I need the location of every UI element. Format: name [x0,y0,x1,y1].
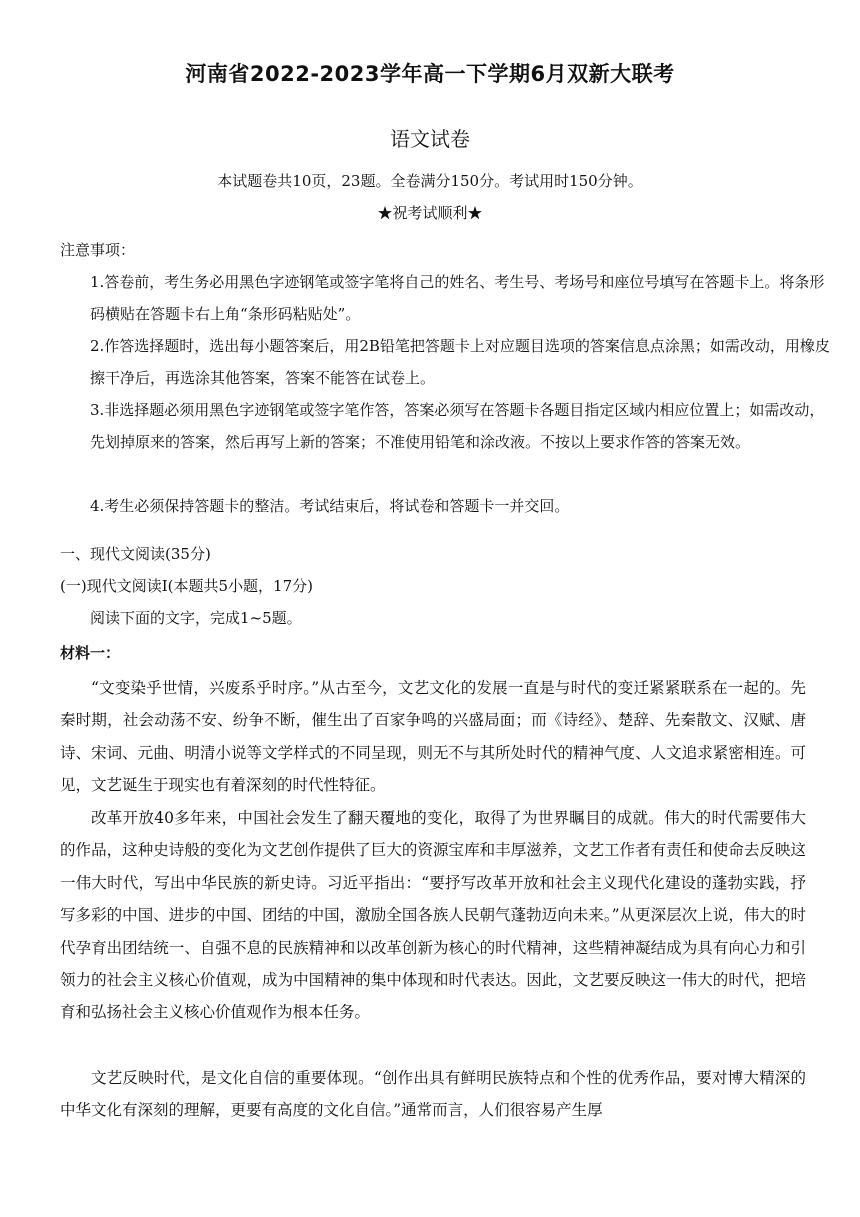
exam-info: 本试题卷共10页，23题。全卷满分150分。考试用时150分钟。 [217,172,643,190]
note-item: 2.作答选择题时，选出每小题答案后，用2B铅笔把答题卡上对应题目选项的答案信息点涂黑；如需改动，用橡皮擦干净后，再选涂其他答案，答案不能答在试卷上。 [90,337,830,387]
material-paragraph: 改革开放40多年来，中国社会发生了翻天覆地的变化，取得了为世界瞩目的成就。伟大的时代需要伟大的作品，这种史诗般的变化为文艺创作提供了巨大的资源宝库和丰厚滋养，文艺工作者有责任和使命去反映这一伟大时代，写出中华民族的新史诗。习近平指出：“要抒写改革开放和社会主义现代化建设的蓬勃实践，抒写多彩的中国、进步的中国、团结的中国，激励全国各族人民朝气蓬勃迈向未来。”从更深层次上说，伟大的时代孕育出团结统一、自强不息的民族精神和以改革创新为核心的时代精神，这些精神凝结成为具有向心力和引领力的社会主义核心价值观，成为中国精神的集中体现和时代表达。因此，文艺要反映这一伟大的时代，把培育和弘扬社会主义核心价值观作为根本任务。 [60,809,806,1022]
section-heading: 一、现代文阅读(35分) [60,545,211,563]
note-item: 3.非选择题必须用黑色字迹钢笔或签字笔作答，答案必须写在答题卡各题目指定区域内相应位置上；如需改动，先划掉原来的答案，然后再写上新的答案；不准使用铅笔和涂改液。不按以上要求作答的答案无效。 [90,401,825,451]
material-paragraph: “文变染乎世情，兴废系乎时序。”从古至今，文艺文化的发展一直是与时代的变迁紧紧联系在一起的。先秦时期，社会动荡不安、纷争不断，催生出了百家争鸣的兴盛局面；而《诗经》、楚辞、先秦散文、汉赋、唐诗、宋词、元曲、明清小说等文学样式的不同呈现，则无不与其所处时代的精神气度、人文追求紧密相连。可见，文艺诞生于现实也有着深刻的时代性特征。 [60,679,806,795]
note-item: 1.答卷前，考生务必用黑色字迹钢笔或签字笔将自己的姓名、考生号、考场号和座位号填写在答题卡上。将条形码横贴在答题卡右上角“条形码粘贴处”。 [90,273,825,323]
note-item: 4.考生必须保持答题卡的整洁。考试结束后，将试卷和答题卡一并交回。 [90,497,570,515]
good-luck-line: ★祝考试顺利★ [377,204,483,222]
notes-heading: 注意事项： [60,241,136,259]
material-heading: 材料一： [60,644,121,662]
subsection-heading: (一)现代文阅读Ⅰ(本题共5小题，17分) [60,577,313,595]
reading-instruction: 阅读下面的文字，完成1~5题。 [90,609,302,627]
exam-subtitle: 语文试卷 [390,127,470,151]
material-paragraph: 文艺反映时代，是文化自信的重要体现。“创作出具有鲜明民族特点和个性的优秀作品，要对博大精深的中华文化有深刻的理解，更要有高度的文化自信。”通常而言，人们很容易产生厚 [60,1069,806,1120]
exam-title: 河南省2022-2023学年高一下学期6月双新大联考 [185,62,675,86]
